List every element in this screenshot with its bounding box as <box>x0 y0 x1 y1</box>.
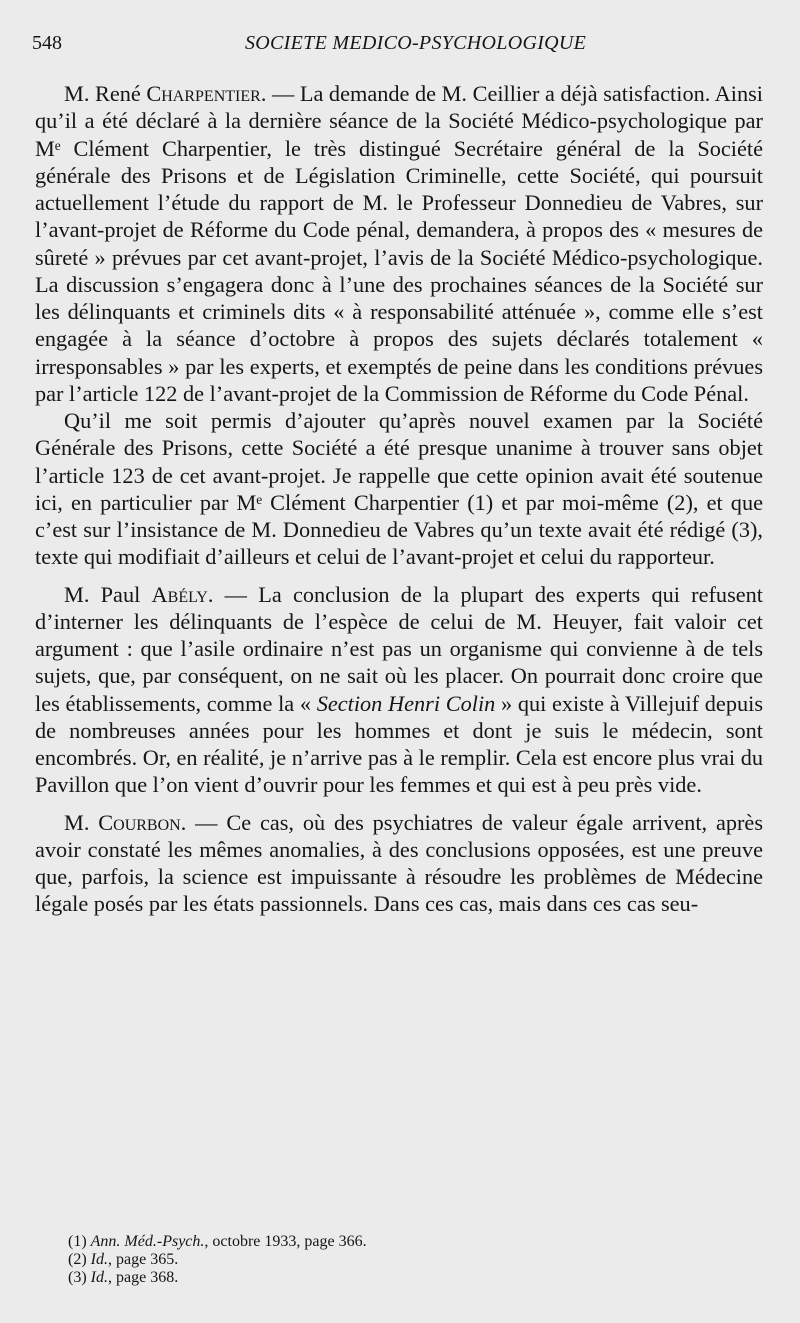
footnote <box>68 1269 768 1287</box>
paragraph-text-end: » qui existe à Villejuif depuis de nombreuses années pour les hommes et dont je suis le médecin, sont encombrés. Or, en réalité, je n’arrive pas à le remplir. Cela est encore plus vrai du Pavillon que l’on vient d’ouvrir pour les femmes et qui est à peu près vide. <box>35 690 763 798</box>
footnote-detail: , page 365. <box>107 1251 179 1268</box>
speaker-name: Charpentier <box>146 81 261 106</box>
footnote <box>68 1233 768 1251</box>
footnote-reference: Id. <box>90 1269 108 1286</box>
paragraph-text: . — Ce cas, où des psychiatres de valeur égale arrivent, après avoir constaté les mêmes anomalies, à des conclusions opposées, est une preuve que, parfois, la science est impuissante à résoudre les problèmes de Médecine légale posés par les états passionnels. Dans ces cas, mais dans ces cas seu- <box>35 809 763 917</box>
body-text <box>35 80 763 918</box>
paragraph-courbon <box>35 809 763 918</box>
footnote <box>68 1251 768 1269</box>
paragraph-continuation <box>35 407 763 571</box>
speaker-prefix: M. <box>64 809 99 835</box>
footnotes <box>68 1233 768 1287</box>
paragraph-abely <box>35 581 763 799</box>
footnote-reference: Id. <box>90 1251 108 1268</box>
speaker-prefix: M. Paul <box>64 581 152 607</box>
footnote-reference: Ann. Méd.-Psych. <box>90 1233 205 1250</box>
paragraph-text: . — La conclusion de la plupart des experts qui refusent d’interner les délinquants de l’espèce de celui de M. Heuyer, fait valoir cet argument : que l’asile ordinaire n’est pas un organisme qui convienne à de tels sujets, que, par conséquent, on ne sait où les placer. On pourrait donc croire que les établissements, comme la « <box>35 581 763 716</box>
paragraph-text: Qu’il me soit permis d’ajouter qu’après nouvel examen par la Société Générale des Prisons, cette Société a été presque unanime à trouver sans objet l’article 123 de cet avant-projet. Je rappelle que cette opinion avait été soutenue ici, en particulier par Mᵉ Clément Charpentier (1) et par moi-même (2), et que c’est sur l’insistance de M. Donnedieu de Vabres qu’un texte avait été rédigé (3), texte qui modifiait d’ailleurs et celui de l’avant-projet et celui du rapporteur. <box>35 408 763 570</box>
footnote-number: (1) <box>68 1233 87 1250</box>
page-number: 548 <box>32 32 62 54</box>
paragraph-charpentier <box>35 80 763 407</box>
footnote-number: (3) <box>68 1269 87 1286</box>
speaker-name: Abély <box>151 581 208 607</box>
footnote-detail: , octobre 1933, page 366. <box>204 1233 367 1250</box>
running-title: SOCIETE MEDICO-PSYCHOLOGIQUE <box>245 32 587 54</box>
footnote-number: (2) <box>68 1251 87 1268</box>
speaker-name: Courbon <box>98 809 181 835</box>
italic-section-name: Section Henri Colin <box>316 690 496 716</box>
page-header <box>30 32 790 58</box>
speaker-prefix: M. René <box>64 81 147 106</box>
footnote-detail: , page 368. <box>107 1269 179 1286</box>
paragraph-text: . — La demande de M. Ceillier a déjà satisfaction. Ainsi qu’il a été déclaré à la dernière séance de la Société Médico-psychologique par Mᵉ Clément Charpentier, le très distingué Secrétaire général de la Société générale des Prisons et de Législation Criminelle, cette Société, qui poursuit actuellement l’étude du rapport de M. le Professeur Donnedieu de Vabres, sur l’avant-projet de Réforme du Code pénal, demandera, à propos des « mesures de sûreté » prévues par cet avant-projet, l’avis de la Société Médico-psychologique. La discussion s’engagera donc à l’une des prochaines séances de la Société sur les délinquants et criminels dits « à responsabilité atténuée », comme elle s’est engagée à la séance d’octobre à propos des sujets déclarés totalement « irresponsables » par les experts, et exemptés de peine dans les conditions prévues par l’article 122 de l’avant-projet de la Commission de Réforme du Code Pénal. <box>35 81 763 406</box>
